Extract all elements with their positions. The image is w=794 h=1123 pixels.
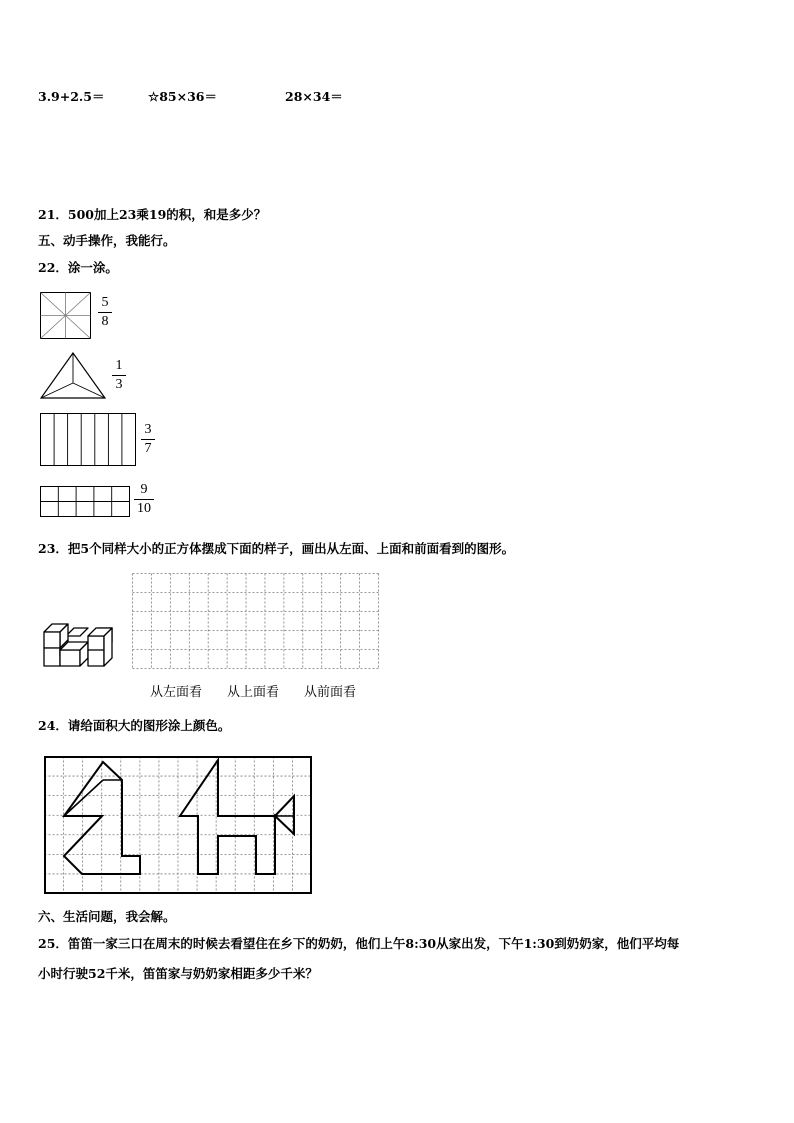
drawing-grid[interactable] <box>132 573 379 669</box>
fraction-5-8: 5 8 <box>98 295 112 330</box>
question-21: 21．500加上23乘19的积，和是多少？ <box>38 207 267 222</box>
area-comparison-grid <box>44 756 313 896</box>
question-23-title: 23．把5个同样大小的正方体摆成下面的样子，画出从左面、上面和前面看到的图形。 <box>38 541 515 556</box>
front-view-label: 从前面看 <box>304 685 357 700</box>
section-5-heading: 五、动手操作，我能行。 <box>38 233 176 248</box>
question-25-line-1: 25．笛笛一家三口在周末的时候去看望住在乡下的奶奶，他们上午8:30从家出发，下午1:30到奶奶家，他们平均每 <box>38 936 680 951</box>
section-6-heading: 六、生活问题，我会解。 <box>38 909 176 924</box>
calc-item-2: ☆85×36＝ <box>148 89 217 104</box>
left-view-label: 从左面看 <box>150 685 203 700</box>
triangle-thirds-figure <box>40 352 106 400</box>
rectangle-sevenths-figure <box>40 413 137 467</box>
question-25-line-2: 小时行驶52千米，笛笛家与奶奶家相距多少千米？ <box>38 966 318 981</box>
fraction-3-7: 3 7 <box>141 422 155 457</box>
question-24-title: 24．请给面积大的图形涂上颜色。 <box>38 718 231 733</box>
top-view-label: 从上面看 <box>227 685 280 700</box>
fraction-9-10: 9 10 <box>134 482 154 517</box>
square-eighths-figure <box>40 292 92 340</box>
calc-item-3: 28×34＝ <box>285 89 343 104</box>
calc-item-1: 3.9+2.5＝ <box>38 89 105 104</box>
cube-stack-figure <box>42 618 114 670</box>
grid-tenths-figure <box>40 486 131 518</box>
question-22-title: 22．涂一涂。 <box>38 260 118 275</box>
fraction-1-3: 1 3 <box>112 358 126 393</box>
